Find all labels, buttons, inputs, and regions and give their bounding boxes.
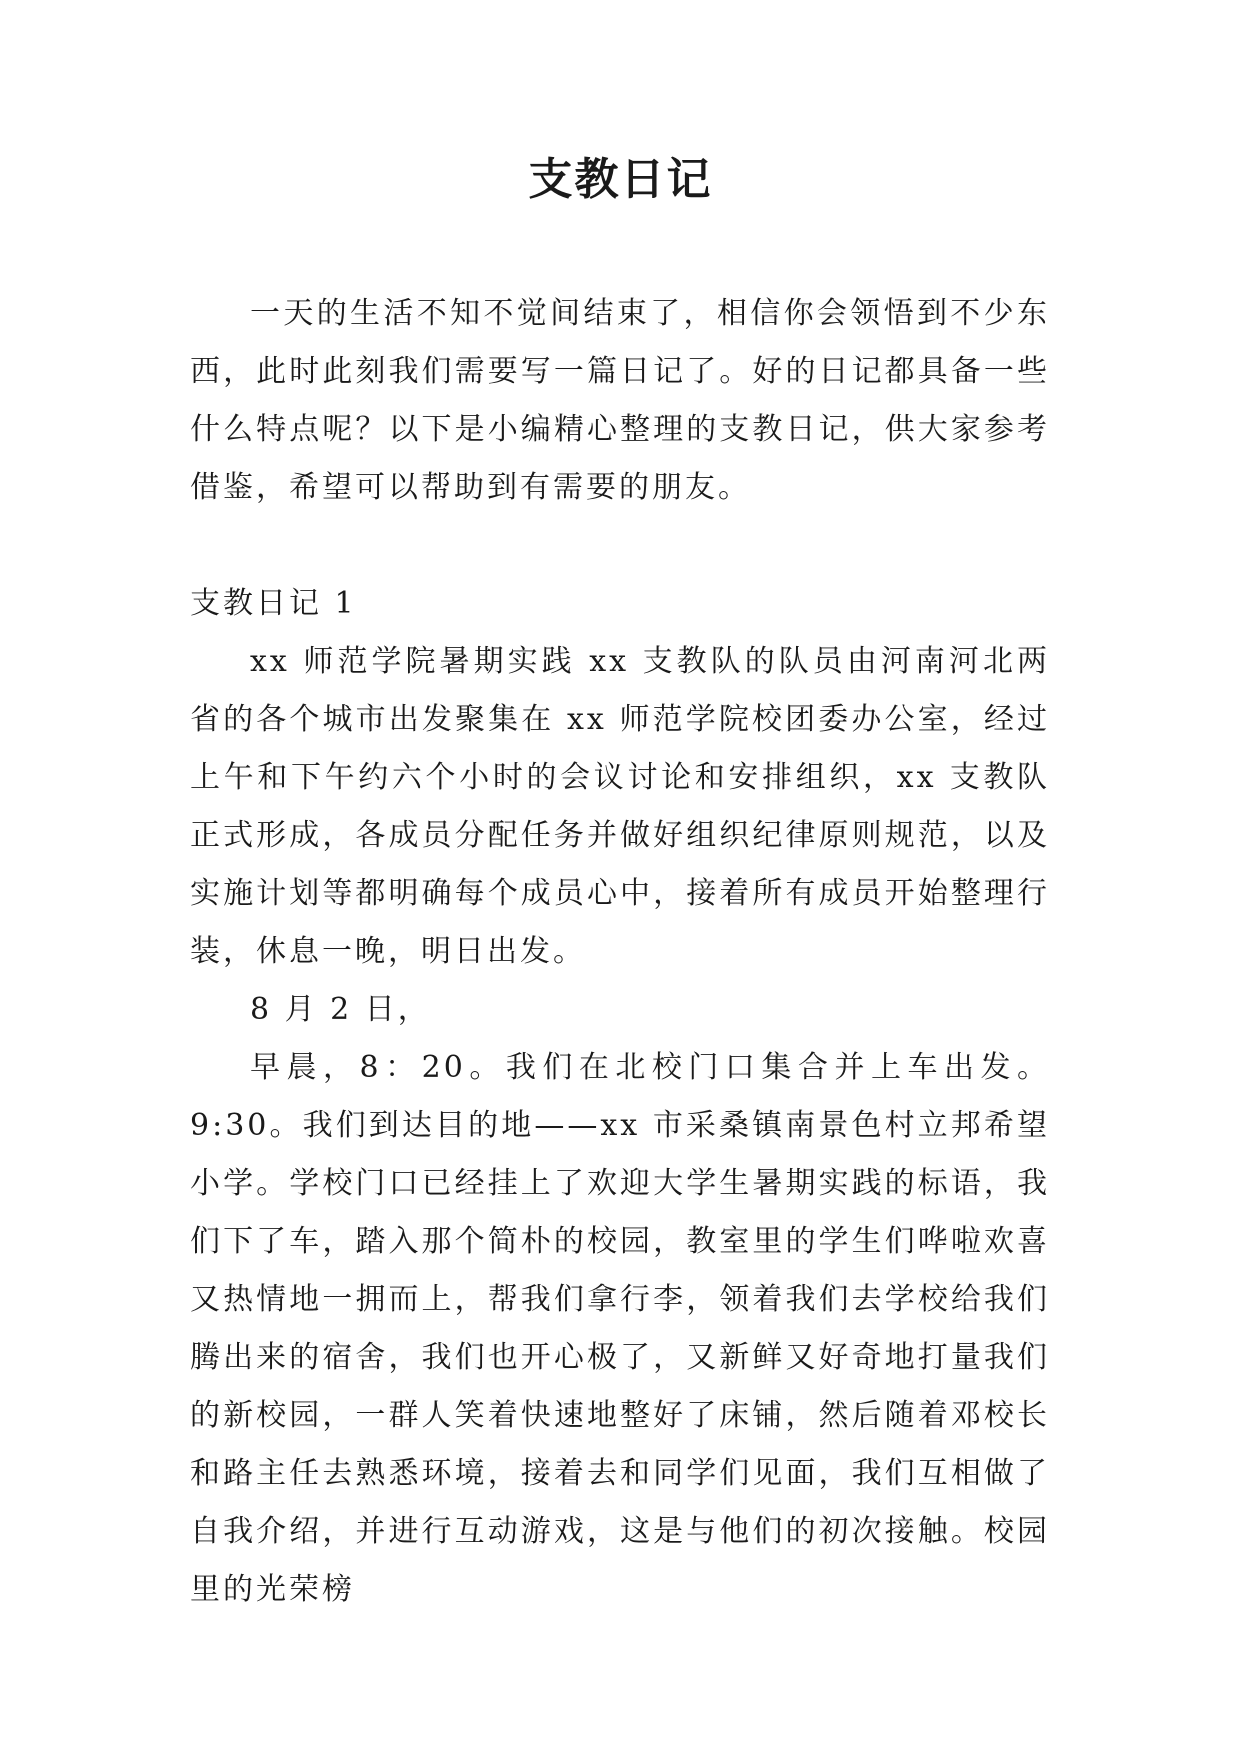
date-line: 8 月 2 日， bbox=[250, 992, 431, 1027]
document-body bbox=[190, 285, 1050, 1619]
intro-paragraph: 一天的生活不知不觉间结束了，相信你会领悟到不少东西，此时此刻我们需要写一篇日记了。好的日记都具备一些什么特点呢？以下是小编精心整理的支教日记，供大家参考借鉴，希望可以帮助到有需要的朋友。 bbox=[190, 296, 1050, 505]
body-paragraph: 早晨，8：20。我们在北校门口集合并上车出发。9:30。我们到达目的地——xx 市采桑镇南景色村立邦希望小学。学校门口已经挂上了欢迎大学生暑期实践的标语，我们下了车，踏入那个简朴的校园，教室里的学生们哗啦欢喜又热情地一拥而上，帮我们拿行李，领着我们去学校给我们腾出来的宿舍，我们也开心极了，又新鲜又好奇地打量我们的新校园，一群人笑着快速地整好了床铺，然后随着邓校长和路主任去熟悉环境，接着去和同学们见面，我们互相做了自我介绍，并进行互动游戏，这是与他们的初次接触。校园里的光荣榜 bbox=[190, 1050, 1050, 1607]
body-paragraph: xx 师范学院暑期实践 xx 支教队的队员由河南河北两省的各个城市出发聚集在 xx 师范学院校团委办公室，经过上午和下午约六个小时的会议讨论和安排组织，xx 支教队正式形成，各成员分配任务并做好组织纪律原则规范，以及实施计划等都明确每个成员心中，接着所有成员开始整理行装，休息一晚，明日出发。 bbox=[190, 644, 1050, 969]
section-heading: 支教日记 1 bbox=[190, 586, 357, 621]
document-title: 支教日记 bbox=[528, 154, 713, 205]
